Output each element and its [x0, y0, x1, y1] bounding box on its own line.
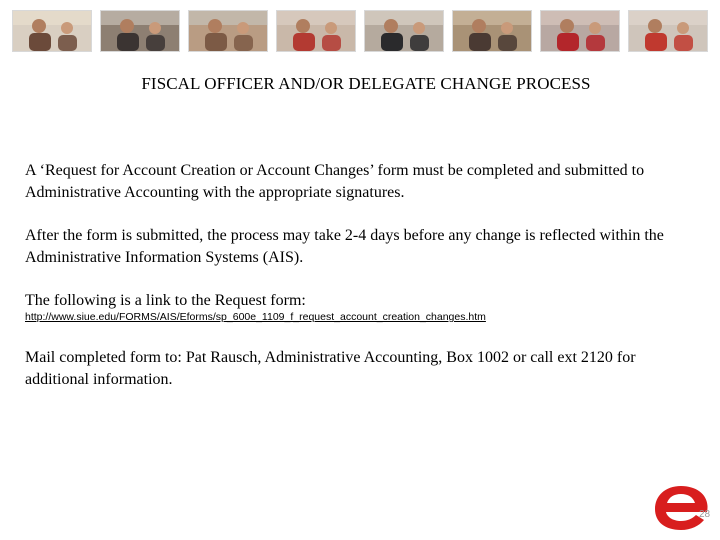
- lab-photo: [188, 10, 268, 52]
- reading-photo: [100, 10, 180, 52]
- request-form-link[interactable]: http://www.siue.edu/FORMS/AIS/Eforms/sp_600e_1109_f_request_account_creation_changes.htm: [25, 311, 486, 323]
- page-number: 28: [699, 509, 711, 520]
- paragraph-link-intro: The following is a link to the Request form:: [25, 292, 306, 309]
- slide-title: FISCAL OFFICER AND/OR DELEGATE CHANGE PROCESS: [141, 74, 591, 93]
- header-photo-strip: [0, 10, 720, 52]
- paragraph-processing-time: After the form is submitted, the process may take 2-4 days before any change is reflected within the Administrative Information Systems (AIS).: [25, 227, 664, 266]
- siue-e-logo-icon: [653, 484, 709, 532]
- clinic-photo: [276, 10, 356, 52]
- paragraph-form-requirement: A ‘Request for Account Creation or Account Changes’ form must be completed and submitted to Administrative Accounting with the appropriate signatures.: [25, 162, 645, 201]
- paragraph-mail-instructions: Mail completed form to: Pat Rausch, Administrative Accounting, Box 1002 or call ext 2120 for additional information.: [25, 349, 636, 388]
- science-photo: [628, 10, 708, 52]
- group-photo: [540, 10, 620, 52]
- business-photo: [364, 10, 444, 52]
- meeting-photo: [452, 10, 532, 52]
- students-photo: [12, 10, 92, 52]
